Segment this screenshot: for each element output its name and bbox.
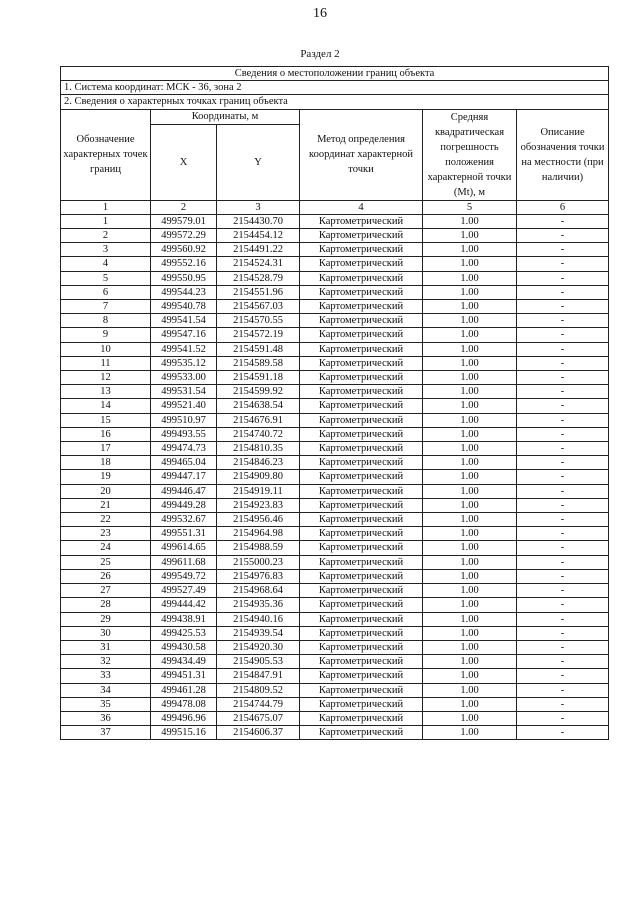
table-row (61, 726, 609, 740)
method-cell: Картометрический (300, 569, 423, 583)
coord-y-cell: 2154676.91 (217, 413, 300, 427)
column-number: 5 (423, 200, 517, 214)
accuracy-mt-cell: 1.00 (423, 655, 517, 669)
method-cell: Картометрический (300, 356, 423, 370)
boundary-points-table (60, 66, 609, 740)
coord-y-cell: 2154956.46 (217, 513, 300, 527)
accuracy-mt-cell: 1.00 (423, 711, 517, 725)
coord-y-cell: 2154740.72 (217, 427, 300, 441)
accuracy-mt-cell: 1.00 (423, 300, 517, 314)
description-cell: - (517, 243, 609, 257)
coord-y-cell: 2154935.36 (217, 598, 300, 612)
accuracy-mt-cell: 1.00 (423, 285, 517, 299)
coord-y-cell: 2154919.11 (217, 484, 300, 498)
point-number-cell: 19 (61, 470, 151, 484)
description-cell: - (517, 413, 609, 427)
coord-x-cell: 499614.65 (151, 541, 217, 555)
table-row (61, 669, 609, 683)
coord-x-cell: 499544.23 (151, 285, 217, 299)
coord-x-cell: 499425.53 (151, 626, 217, 640)
coord-x-cell: 499527.49 (151, 584, 217, 598)
accuracy-mt-cell: 1.00 (423, 726, 517, 740)
point-number-cell: 23 (61, 527, 151, 541)
accuracy-mt-cell: 1.00 (423, 271, 517, 285)
accuracy-mt-cell: 1.00 (423, 626, 517, 640)
coord-x-cell: 499446.47 (151, 484, 217, 498)
coord-y-cell: 2154809.52 (217, 683, 300, 697)
coord-y-cell: 2154524.31 (217, 257, 300, 271)
description-cell: - (517, 399, 609, 413)
coord-x-cell: 499478.08 (151, 697, 217, 711)
table-row (61, 598, 609, 612)
method-cell: Картометрический (300, 655, 423, 669)
point-number-cell: 34 (61, 683, 151, 697)
table-row (61, 271, 609, 285)
column-number: 4 (300, 200, 423, 214)
point-number-cell: 5 (61, 271, 151, 285)
coord-y-cell: 2154638.54 (217, 399, 300, 413)
description-cell: - (517, 285, 609, 299)
description-cell: - (517, 626, 609, 640)
accuracy-mt-cell: 1.00 (423, 399, 517, 413)
description-cell: - (517, 484, 609, 498)
method-cell: Картометрический (300, 399, 423, 413)
table-row (61, 527, 609, 541)
table-row (61, 697, 609, 711)
table-row (61, 569, 609, 583)
description-cell: - (517, 456, 609, 470)
section-label: Раздел 2 (300, 48, 340, 60)
table-row (61, 541, 609, 555)
point-number-cell: 26 (61, 569, 151, 583)
coord-y-cell: 2154846.23 (217, 456, 300, 470)
point-number-cell: 2 (61, 229, 151, 243)
coord-y-cell: 2154744.79 (217, 697, 300, 711)
method-cell: Картометрический (300, 229, 423, 243)
method-cell: Картометрический (300, 328, 423, 342)
point-number-cell: 13 (61, 385, 151, 399)
coord-x-cell: 499551.31 (151, 527, 217, 541)
description-cell: - (517, 314, 609, 328)
description-cell: - (517, 541, 609, 555)
description-cell: - (517, 257, 609, 271)
method-cell: Картометрический (300, 300, 423, 314)
coord-y-cell: 2154606.37 (217, 726, 300, 740)
accuracy-mt-cell: 1.00 (423, 669, 517, 683)
description-cell: - (517, 683, 609, 697)
point-number-cell: 25 (61, 555, 151, 569)
coord-y-cell: 2155000.23 (217, 555, 300, 569)
coord-y-cell: 2154675.07 (217, 711, 300, 725)
point-number-cell: 18 (61, 456, 151, 470)
accuracy-mt-cell: 1.00 (423, 427, 517, 441)
point-number-cell: 15 (61, 413, 151, 427)
method-cell: Картометрический (300, 314, 423, 328)
coord-y-cell: 2154909.80 (217, 470, 300, 484)
point-number-cell: 1 (61, 214, 151, 228)
table-row (61, 640, 609, 654)
coord-y-cell: 2154591.48 (217, 342, 300, 356)
accuracy-mt-cell: 1.00 (423, 484, 517, 498)
description-cell: - (517, 498, 609, 512)
table-row (61, 626, 609, 640)
method-cell: Картометрический (300, 598, 423, 612)
table-row (61, 584, 609, 598)
accuracy-mt-cell: 1.00 (423, 569, 517, 583)
table-row (61, 470, 609, 484)
description-cell: - (517, 655, 609, 669)
coord-x-cell: 499533.00 (151, 371, 217, 385)
header-accuracy: Средняя квадратическая погрешность положения характерной точки (Mt), м (423, 109, 517, 200)
coord-y-cell: 2154551.96 (217, 285, 300, 299)
coord-x-cell: 499579.01 (151, 214, 217, 228)
table-row (61, 484, 609, 498)
point-number-cell: 21 (61, 498, 151, 512)
description-cell: - (517, 442, 609, 456)
description-cell: - (517, 569, 609, 583)
method-cell: Картометрический (300, 484, 423, 498)
coord-x-cell: 499465.04 (151, 456, 217, 470)
description-cell: - (517, 640, 609, 654)
coord-x-cell: 499552.16 (151, 257, 217, 271)
accuracy-mt-cell: 1.00 (423, 229, 517, 243)
table-row (61, 385, 609, 399)
method-cell: Картометрический (300, 285, 423, 299)
coord-y-cell: 2154988.59 (217, 541, 300, 555)
point-number-cell: 12 (61, 371, 151, 385)
column-number: 3 (217, 200, 300, 214)
point-number-cell: 33 (61, 669, 151, 683)
accuracy-mt-cell: 1.00 (423, 470, 517, 484)
coord-x-cell: 499531.54 (151, 385, 217, 399)
coordinate-system: 1. Система координат: МСК - 36, зона 2 (61, 81, 609, 95)
point-number-cell: 29 (61, 612, 151, 626)
accuracy-mt-cell: 1.00 (423, 413, 517, 427)
method-cell: Картометрический (300, 427, 423, 441)
description-cell: - (517, 598, 609, 612)
point-number-cell: 37 (61, 726, 151, 740)
point-number-cell: 6 (61, 285, 151, 299)
point-number-cell: 9 (61, 328, 151, 342)
description-cell: - (517, 669, 609, 683)
description-cell: - (517, 711, 609, 725)
table-row (61, 456, 609, 470)
coord-y-cell: 2154430.70 (217, 214, 300, 228)
method-cell: Картометрический (300, 498, 423, 512)
method-cell: Картометрический (300, 640, 423, 654)
method-cell: Картометрический (300, 584, 423, 598)
method-cell: Картометрический (300, 371, 423, 385)
method-cell: Картометрический (300, 711, 423, 725)
accuracy-mt-cell: 1.00 (423, 371, 517, 385)
coord-x-cell: 499451.31 (151, 669, 217, 683)
description-cell: - (517, 229, 609, 243)
description-cell: - (517, 214, 609, 228)
coord-x-cell: 499510.97 (151, 413, 217, 427)
table-row (61, 229, 609, 243)
method-cell: Картометрический (300, 271, 423, 285)
coord-y-cell: 2154528.79 (217, 271, 300, 285)
accuracy-mt-cell: 1.00 (423, 214, 517, 228)
accuracy-mt-cell: 1.00 (423, 513, 517, 527)
coord-y-cell: 2154572.19 (217, 328, 300, 342)
table-row (61, 612, 609, 626)
coord-x-cell: 499541.52 (151, 342, 217, 356)
coord-x-cell: 499438.91 (151, 612, 217, 626)
coord-x-cell: 499535.12 (151, 356, 217, 370)
header-y: Y (217, 124, 300, 200)
method-cell: Картометрический (300, 456, 423, 470)
table-row (61, 257, 609, 271)
points-heading: 2. Сведения о характерных точках границ объекта (61, 95, 609, 109)
coord-x-cell: 499549.72 (151, 569, 217, 583)
coord-x-cell: 499532.67 (151, 513, 217, 527)
coord-y-cell: 2154923.83 (217, 498, 300, 512)
coord-x-cell: 499547.16 (151, 328, 217, 342)
point-number-cell: 36 (61, 711, 151, 725)
point-number-cell: 24 (61, 541, 151, 555)
point-number-cell: 10 (61, 342, 151, 356)
method-cell: Картометрический (300, 442, 423, 456)
table-row (61, 442, 609, 456)
accuracy-mt-cell: 1.00 (423, 697, 517, 711)
accuracy-mt-cell: 1.00 (423, 498, 517, 512)
method-cell: Картометрический (300, 527, 423, 541)
description-cell: - (517, 612, 609, 626)
accuracy-mt-cell: 1.00 (423, 598, 517, 612)
table-row (61, 214, 609, 228)
description-cell: - (517, 271, 609, 285)
table-row (61, 300, 609, 314)
description-cell: - (517, 427, 609, 441)
method-cell: Картометрический (300, 669, 423, 683)
accuracy-mt-cell: 1.00 (423, 584, 517, 598)
accuracy-mt-cell: 1.00 (423, 328, 517, 342)
point-number-cell: 35 (61, 697, 151, 711)
coord-x-cell: 499611.68 (151, 555, 217, 569)
table-row (61, 356, 609, 370)
table-row (61, 513, 609, 527)
coord-x-cell: 499496.96 (151, 711, 217, 725)
method-cell: Картометрический (300, 513, 423, 527)
accuracy-mt-cell: 1.00 (423, 456, 517, 470)
header-coordinates: Координаты, м (151, 109, 300, 124)
column-number: 6 (517, 200, 609, 214)
method-cell: Картометрический (300, 257, 423, 271)
accuracy-mt-cell: 1.00 (423, 640, 517, 654)
point-number-cell: 14 (61, 399, 151, 413)
method-cell: Картометрический (300, 243, 423, 257)
coord-x-cell: 499430.58 (151, 640, 217, 654)
coord-x-cell: 499447.17 (151, 470, 217, 484)
point-number-cell: 7 (61, 300, 151, 314)
coord-x-cell: 499540.78 (151, 300, 217, 314)
accuracy-mt-cell: 1.00 (423, 683, 517, 697)
description-cell: - (517, 726, 609, 740)
method-cell: Картометрический (300, 697, 423, 711)
point-number-cell: 30 (61, 626, 151, 640)
table-row (61, 371, 609, 385)
coord-y-cell: 2154847.91 (217, 669, 300, 683)
table-row (61, 328, 609, 342)
point-number-cell: 4 (61, 257, 151, 271)
description-cell: - (517, 527, 609, 541)
description-cell: - (517, 584, 609, 598)
method-cell: Картометрический (300, 555, 423, 569)
accuracy-mt-cell: 1.00 (423, 555, 517, 569)
accuracy-mt-cell: 1.00 (423, 527, 517, 541)
point-number-cell: 11 (61, 356, 151, 370)
coord-y-cell: 2154567.03 (217, 300, 300, 314)
description-cell: - (517, 385, 609, 399)
point-number-cell: 17 (61, 442, 151, 456)
coord-y-cell: 2154940.16 (217, 612, 300, 626)
method-cell: Картометрический (300, 541, 423, 555)
coord-x-cell: 499521.40 (151, 399, 217, 413)
point-number-cell: 27 (61, 584, 151, 598)
table-row (61, 711, 609, 725)
column-number: 2 (151, 200, 217, 214)
table-row (61, 555, 609, 569)
coord-y-cell: 2154591.18 (217, 371, 300, 385)
column-number-row (61, 200, 609, 214)
point-number-cell: 31 (61, 640, 151, 654)
method-cell: Картометрический (300, 342, 423, 356)
header-description: Описание обозначения точки на местности (при наличии) (517, 109, 609, 200)
method-cell: Картометрический (300, 470, 423, 484)
description-cell: - (517, 300, 609, 314)
header-point-designation: Обозначение характерных точек границ (61, 109, 151, 200)
accuracy-mt-cell: 1.00 (423, 385, 517, 399)
accuracy-mt-cell: 1.00 (423, 612, 517, 626)
coord-y-cell: 2154589.58 (217, 356, 300, 370)
point-number-cell: 32 (61, 655, 151, 669)
page-number: 16 (313, 6, 327, 21)
point-number-cell: 8 (61, 314, 151, 328)
method-cell: Картометрический (300, 726, 423, 740)
table-row (61, 655, 609, 669)
table-row (61, 342, 609, 356)
coord-x-cell: 499434.49 (151, 655, 217, 669)
coord-x-cell: 499449.28 (151, 498, 217, 512)
table-row (61, 427, 609, 441)
coord-x-cell: 499444.42 (151, 598, 217, 612)
point-number-cell: 28 (61, 598, 151, 612)
header-x: X (151, 124, 217, 200)
accuracy-mt-cell: 1.00 (423, 541, 517, 555)
table-row (61, 285, 609, 299)
accuracy-mt-cell: 1.00 (423, 257, 517, 271)
coord-x-cell: 499515.16 (151, 726, 217, 740)
coord-x-cell: 499493.55 (151, 427, 217, 441)
coord-y-cell: 2154599.92 (217, 385, 300, 399)
coord-y-cell: 2154920.30 (217, 640, 300, 654)
method-cell: Картометрический (300, 612, 423, 626)
header-method: Метод определения координат характерной точки (300, 109, 423, 200)
coord-y-cell: 2154968.64 (217, 584, 300, 598)
accuracy-mt-cell: 1.00 (423, 314, 517, 328)
point-number-cell: 16 (61, 427, 151, 441)
coord-y-cell: 2154454.12 (217, 229, 300, 243)
description-cell: - (517, 470, 609, 484)
description-cell: - (517, 697, 609, 711)
coord-x-cell: 499550.95 (151, 271, 217, 285)
accuracy-mt-cell: 1.00 (423, 356, 517, 370)
coord-y-cell: 2154964.98 (217, 527, 300, 541)
method-cell: Картометрический (300, 683, 423, 697)
coord-y-cell: 2154976.83 (217, 569, 300, 583)
accuracy-mt-cell: 1.00 (423, 342, 517, 356)
point-number-cell: 22 (61, 513, 151, 527)
table-row (61, 683, 609, 697)
description-cell: - (517, 513, 609, 527)
accuracy-mt-cell: 1.00 (423, 243, 517, 257)
coord-x-cell: 499461.28 (151, 683, 217, 697)
coord-y-cell: 2154570.55 (217, 314, 300, 328)
coord-y-cell: 2154491.22 (217, 243, 300, 257)
point-number-cell: 20 (61, 484, 151, 498)
coord-y-cell: 2154939.54 (217, 626, 300, 640)
method-cell: Картометрический (300, 413, 423, 427)
coord-y-cell: 2154810.35 (217, 442, 300, 456)
table-row (61, 498, 609, 512)
coord-x-cell: 499474.73 (151, 442, 217, 456)
accuracy-mt-cell: 1.00 (423, 442, 517, 456)
table-title: Сведения о местоположении границ объекта (61, 67, 609, 81)
coord-y-cell: 2154905.53 (217, 655, 300, 669)
coord-x-cell: 499541.54 (151, 314, 217, 328)
description-cell: - (517, 356, 609, 370)
description-cell: - (517, 342, 609, 356)
coord-x-cell: 499572.29 (151, 229, 217, 243)
table-row (61, 243, 609, 257)
table-row (61, 413, 609, 427)
method-cell: Картометрический (300, 214, 423, 228)
point-number-cell: 3 (61, 243, 151, 257)
method-cell: Картометрический (300, 626, 423, 640)
column-number: 1 (61, 200, 151, 214)
table-row (61, 314, 609, 328)
coord-x-cell: 499560.92 (151, 243, 217, 257)
table-row (61, 399, 609, 413)
description-cell: - (517, 555, 609, 569)
method-cell: Картометрический (300, 385, 423, 399)
description-cell: - (517, 371, 609, 385)
description-cell: - (517, 328, 609, 342)
